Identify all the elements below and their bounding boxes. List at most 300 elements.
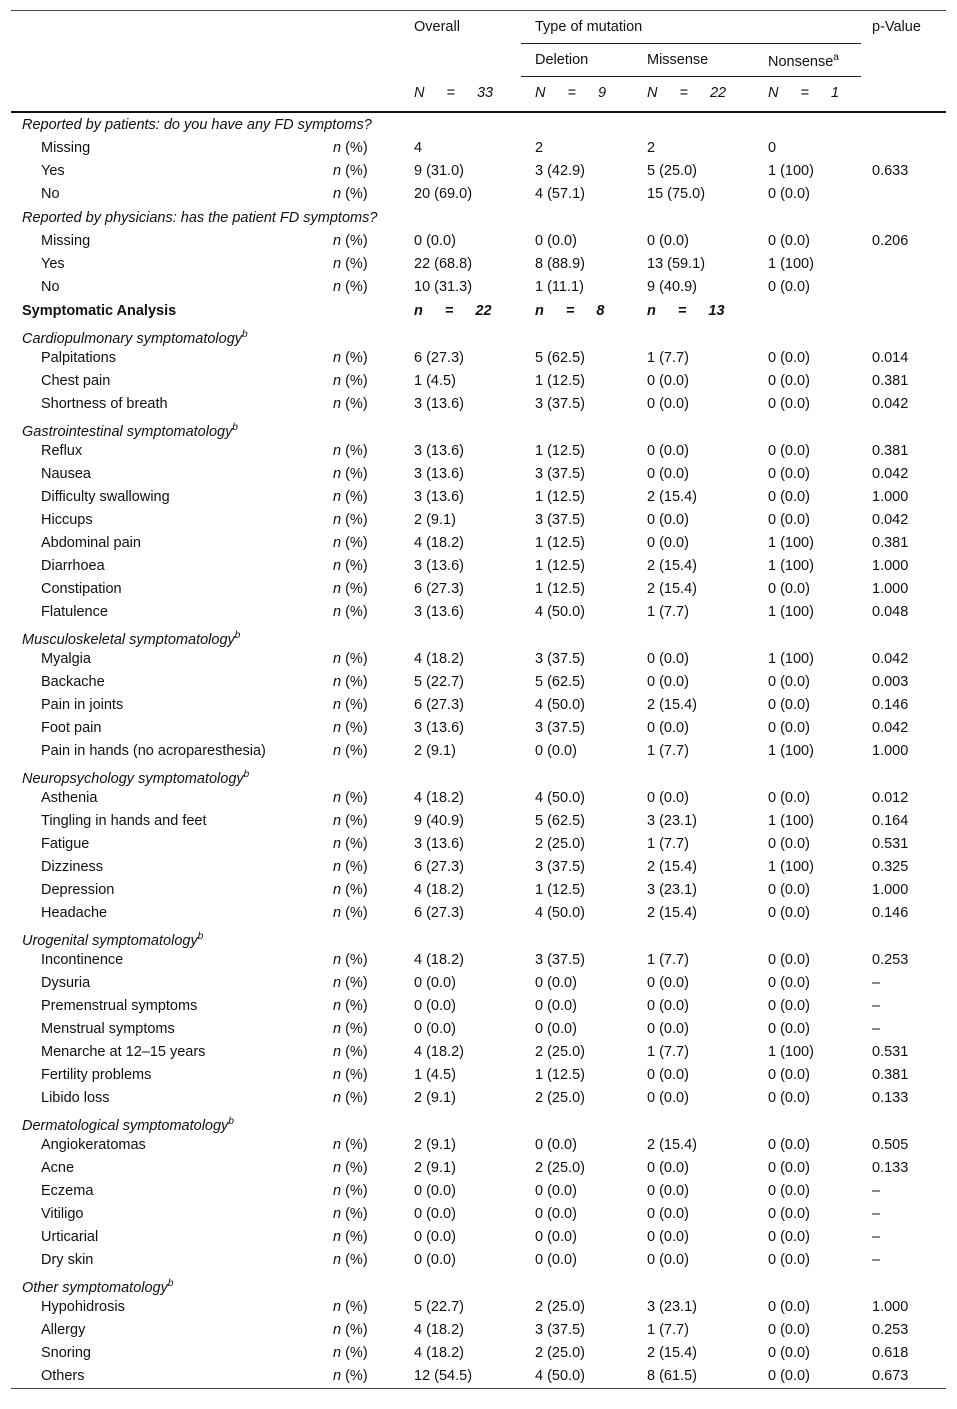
- table-cell: 0.042: [872, 651, 909, 667]
- table-row: [11, 230, 946, 253]
- unit-label: n (%): [333, 651, 368, 667]
- table-row: [11, 183, 946, 206]
- table-cell: 0 (0.0): [768, 186, 810, 202]
- table-cell: 2 (25.0): [535, 1160, 585, 1176]
- row-label: Palpitations: [41, 350, 116, 366]
- unit-label: n (%): [333, 489, 368, 505]
- table-cell: 4: [414, 140, 423, 156]
- row-label: Constipation: [41, 581, 122, 597]
- table-cell: 20 (69.0): [414, 186, 473, 202]
- table-cell: 0 (0.0): [414, 1183, 456, 1199]
- table-cell: 2 (25.0): [535, 1345, 585, 1361]
- table-cell: 3 (13.6): [414, 720, 464, 736]
- table-cell: 2 (25.0): [535, 1299, 585, 1315]
- table-cell: 0.003: [872, 674, 909, 690]
- unit-label: n (%): [333, 790, 368, 806]
- row-label: Dry skin: [41, 1252, 94, 1268]
- table-cell: 0 (0.0): [414, 1252, 456, 1268]
- table-cell: 3 (23.1): [647, 1299, 697, 1315]
- table-cell: 0 (0.0): [647, 1183, 689, 1199]
- unit-label: n (%): [333, 813, 368, 829]
- table-cell: 0.048: [872, 604, 909, 620]
- table-cell: 0 (0.0): [647, 720, 689, 736]
- section-heading: Musculoskeletal symptomatology$^b$: [22, 630, 241, 648]
- row-label: Allergy: [41, 1322, 86, 1338]
- table-cell: 0 (0.0): [768, 443, 810, 459]
- table-cell: 1 (12.5): [535, 1067, 585, 1083]
- row-label: Yes: [41, 256, 65, 272]
- unit-label: n (%): [333, 720, 368, 736]
- table-cell: 0.618: [872, 1345, 909, 1361]
- table-cell: 1 (12.5): [535, 373, 585, 389]
- table-cell: 0 (0.0): [414, 1229, 456, 1245]
- table-row: [11, 694, 946, 717]
- table-row: [11, 671, 946, 694]
- row-label: Abdominal pain: [41, 535, 141, 551]
- table-cell: 3 (37.5): [535, 859, 585, 875]
- table-row: [11, 879, 946, 902]
- table-cell: 1 (12.5): [535, 535, 585, 551]
- row-label: Hiccups: [41, 512, 93, 528]
- table-cell: 5 (62.5): [535, 813, 585, 829]
- unit-label: n (%): [333, 1044, 368, 1060]
- table-cell: 1 (12.5): [535, 882, 585, 898]
- row-label: Foot pain: [41, 720, 102, 736]
- table-cell: 2 (25.0): [535, 836, 585, 852]
- table-cell: 2 (15.4): [647, 1345, 697, 1361]
- table-cell: 0.381: [872, 373, 909, 389]
- row-label: Incontinence: [41, 952, 124, 968]
- table-cell: 3 (13.6): [414, 443, 464, 459]
- table-cell: 0.133: [872, 1160, 909, 1176]
- row-label: Depression: [41, 882, 115, 898]
- table-cell: 9 (40.9): [414, 813, 464, 829]
- row-label: Urticarial: [41, 1229, 99, 1245]
- table-cell: –: [872, 998, 881, 1014]
- row-label: Premenstrual symptoms: [41, 998, 198, 1014]
- row-label: Libido loss: [41, 1090, 110, 1106]
- table-cell: 2 (9.1): [414, 1090, 456, 1106]
- row-label: Myalgia: [41, 651, 91, 667]
- unit-label: n (%): [333, 1090, 368, 1106]
- table-cell: 0 (0.0): [768, 1160, 810, 1176]
- table-cell: 9 (31.0): [414, 163, 464, 179]
- symptomatic-n-missense: n = 13: [647, 303, 725, 319]
- row-label: Acne: [41, 1160, 75, 1176]
- unit-label: n (%): [333, 558, 368, 574]
- table-cell: 6 (27.3): [414, 905, 464, 921]
- table-row: [11, 1157, 946, 1180]
- table-cell: 4 (50.0): [535, 905, 585, 921]
- section-heading: Reported by physicians: has the patient FD symptoms?: [22, 210, 378, 226]
- table-row: [11, 347, 946, 370]
- table-cell: 6 (27.3): [414, 350, 464, 366]
- table-cell: 2 (25.0): [535, 1044, 585, 1060]
- table-cell: 0 (0.0): [768, 836, 810, 852]
- table-cell: 0 (0.0): [535, 1229, 577, 1245]
- table-row: [11, 856, 946, 879]
- table-row: [11, 787, 946, 810]
- unit-label: n (%): [333, 952, 368, 968]
- table-row: [11, 1064, 946, 1087]
- table-cell: 2 (15.4): [647, 697, 697, 713]
- table-cell: 0.381: [872, 1067, 909, 1083]
- table-row: [11, 740, 946, 763]
- table-cell: 0 (0.0): [768, 1090, 810, 1106]
- table-cell: –: [872, 975, 881, 991]
- table-cell: 0.381: [872, 443, 909, 459]
- table-cell: 3 (37.5): [535, 720, 585, 736]
- table-cell: 0 (0.0): [768, 396, 810, 412]
- table-cell: 1 (7.7): [647, 952, 689, 968]
- table-cell: 0.633: [872, 163, 909, 179]
- row-label: Reflux: [41, 443, 83, 459]
- table-cell: 3 (13.6): [414, 836, 464, 852]
- table-cell: 2 (15.4): [647, 859, 697, 875]
- table-cell: 0.133: [872, 1090, 909, 1106]
- table-cell: 0 (0.0): [414, 1206, 456, 1222]
- row-label: Hypohidrosis: [41, 1299, 125, 1315]
- table-cell: 2 (15.4): [647, 558, 697, 574]
- table-cell: 4 (18.2): [414, 1322, 464, 1338]
- unit-label: n (%): [333, 1229, 368, 1245]
- table-cell: 1 (100): [768, 1044, 814, 1060]
- row-label: Chest pain: [41, 373, 111, 389]
- unit-label: n (%): [333, 743, 368, 759]
- table-row: [11, 393, 946, 416]
- table-cell: 0 (0.0): [535, 1021, 577, 1037]
- table-cell: 0.253: [872, 1322, 909, 1338]
- symptomatic-label: Symptomatic Analysis: [22, 303, 177, 319]
- table-cell: 4 (18.2): [414, 952, 464, 968]
- row-label: Yes: [41, 163, 65, 179]
- table-cell: 0 (0.0): [647, 233, 689, 249]
- table-cell: 0 (0.0): [768, 1299, 810, 1315]
- table-cell: 0 (0.0): [535, 975, 577, 991]
- table-cell: 1 (100): [768, 558, 814, 574]
- table-cell: 1 (4.5): [414, 1067, 456, 1083]
- table-cell: 3 (42.9): [535, 163, 585, 179]
- table-cell: 2 (15.4): [647, 1137, 697, 1153]
- header-p-value: p-Value: [872, 19, 921, 35]
- section-heading: Neuropsychology symptomatology$^b$: [22, 769, 250, 787]
- table-cell: 2: [647, 140, 656, 156]
- table-cell: 3 (23.1): [647, 813, 697, 829]
- unit-label: n (%): [333, 1345, 368, 1361]
- table-row: [11, 1180, 946, 1203]
- table-cell: 0 (0.0): [647, 1160, 689, 1176]
- unit-label: n (%): [333, 1067, 368, 1083]
- row-label: Fertility problems: [41, 1067, 152, 1083]
- table-cell: 0 (0.0): [535, 998, 577, 1014]
- table-cell: 0.042: [872, 512, 909, 528]
- table-cell: 0 (0.0): [768, 1229, 810, 1245]
- table-cell: 0.012: [872, 790, 909, 806]
- table-cell: 10 (31.3): [414, 279, 473, 295]
- table-cell: 0 (0.0): [768, 1137, 810, 1153]
- unit-label: n (%): [333, 466, 368, 482]
- table-cell: 4 (18.2): [414, 790, 464, 806]
- unit-label: n (%): [333, 975, 368, 991]
- table-cell: –: [872, 1206, 881, 1222]
- table-cell: 4 (18.2): [414, 1345, 464, 1361]
- table-row: [11, 1134, 946, 1157]
- table-cell: 12 (54.5): [414, 1368, 473, 1384]
- unit-label: n (%): [333, 535, 368, 551]
- header-n-nonsense: N = 1: [768, 85, 840, 101]
- table-cell: 4 (18.2): [414, 651, 464, 667]
- table-cell: 0.014: [872, 350, 909, 366]
- row-label: Headache: [41, 905, 108, 921]
- table-cell: 0 (0.0): [768, 1252, 810, 1268]
- table-row: [11, 463, 946, 486]
- table-row: [11, 253, 946, 276]
- table-cell: 0 (0.0): [768, 279, 810, 295]
- table-cell: 0 (0.0): [647, 674, 689, 690]
- unit-label: n (%): [333, 859, 368, 875]
- table-cell: 0.206: [872, 233, 909, 249]
- table-cell: 0 (0.0): [647, 998, 689, 1014]
- unit-label: n (%): [333, 1183, 368, 1199]
- table-cell: 6 (27.3): [414, 859, 464, 875]
- row-label: Nausea: [41, 466, 91, 482]
- table-cell: 0.042: [872, 720, 909, 736]
- table-cell: 4 (18.2): [414, 535, 464, 551]
- row-label: No: [41, 279, 60, 295]
- section-heading: Urogenital symptomatology$^b$: [22, 931, 204, 949]
- table-cell: 5 (22.7): [414, 674, 464, 690]
- unit-label: n (%): [333, 1137, 368, 1153]
- table-cell: 5 (62.5): [535, 674, 585, 690]
- table-cell: 0 (0.0): [768, 233, 810, 249]
- table-cell: 0 (0.0): [414, 1021, 456, 1037]
- table-row: [11, 1041, 946, 1064]
- table-cell: 4 (57.1): [535, 186, 585, 202]
- table-cell: 2 (15.4): [647, 905, 697, 921]
- header-nonsense: Nonsense$^a$: [768, 52, 839, 70]
- table-cell: 0.531: [872, 1044, 909, 1060]
- header-deletion: Deletion: [535, 52, 589, 68]
- unit-label: n (%): [333, 836, 368, 852]
- table-cell: 0 (0.0): [647, 790, 689, 806]
- table-cell: 2 (15.4): [647, 581, 697, 597]
- table-cell: 0 (0.0): [768, 674, 810, 690]
- table-cell: 1 (12.5): [535, 558, 585, 574]
- header-subrule: [521, 43, 861, 44]
- table-cell: 0 (0.0): [768, 697, 810, 713]
- table-cell: 3 (13.6): [414, 558, 464, 574]
- table-cell: 4 (50.0): [535, 697, 585, 713]
- row-label: Dizziness: [41, 859, 104, 875]
- table-cell: 2 (9.1): [414, 1160, 456, 1176]
- table-cell: 2 (9.1): [414, 1137, 456, 1153]
- table-cell: 1 (12.5): [535, 489, 585, 505]
- unit-label: n (%): [333, 256, 368, 272]
- unit-label: n (%): [333, 512, 368, 528]
- table-cell: 4 (50.0): [535, 1368, 585, 1384]
- row-label: Menstrual symptoms: [41, 1021, 175, 1037]
- table-cell: 3 (37.5): [535, 396, 585, 412]
- unit-label: n (%): [333, 1368, 368, 1384]
- unit-label: n (%): [333, 350, 368, 366]
- row-label: Missing: [41, 233, 91, 249]
- table-header: [11, 11, 946, 113]
- table-cell: 1.000: [872, 581, 909, 597]
- table-row: [11, 949, 946, 972]
- unit-label: n (%): [333, 396, 368, 412]
- table-cell: 0 (0.0): [647, 1067, 689, 1083]
- section-heading: Gastrointestinal symptomatology$^b$: [22, 422, 238, 440]
- table-row: [11, 1087, 946, 1110]
- table-cell: 0.042: [872, 466, 909, 482]
- table-cell: 0 (0.0): [414, 975, 456, 991]
- table-cell: 0 (0.0): [414, 233, 456, 249]
- table-cell: 0 (0.0): [768, 581, 810, 597]
- table-cell: 4 (50.0): [535, 790, 585, 806]
- row-label: Others: [41, 1368, 85, 1384]
- table-cell: 1 (7.7): [647, 1044, 689, 1060]
- table-cell: 0 (0.0): [647, 373, 689, 389]
- table-cell: 0 (0.0): [768, 1021, 810, 1037]
- table-cell: 8 (61.5): [647, 1368, 697, 1384]
- table-cell: 0 (0.0): [768, 882, 810, 898]
- table-cell: 0 (0.0): [768, 952, 810, 968]
- table-row: [11, 440, 946, 463]
- table-cell: 0 (0.0): [535, 1206, 577, 1222]
- header-missense: Missense: [647, 52, 709, 68]
- unit-label: n (%): [333, 697, 368, 713]
- table-cell: 1 (7.7): [647, 604, 689, 620]
- table-cell: 1 (7.7): [647, 1322, 689, 1338]
- table-cell: 1.000: [872, 743, 909, 759]
- table-cell: 2 (25.0): [535, 1090, 585, 1106]
- table-cell: 0 (0.0): [647, 396, 689, 412]
- table-cell: 0 (0.0): [768, 905, 810, 921]
- table-row: [11, 1365, 946, 1388]
- header-n-overall: N = 33: [414, 85, 494, 101]
- row-label: Vitiligo: [41, 1206, 84, 1222]
- table-cell: 0 (0.0): [647, 1206, 689, 1222]
- header-type-of-mutation: Type of mutation: [535, 19, 643, 35]
- unit-label: n (%): [333, 233, 368, 249]
- table-cell: 3 (37.5): [535, 512, 585, 528]
- table-cell: 0 (0.0): [647, 535, 689, 551]
- table-row: [11, 555, 946, 578]
- table-cell: –: [872, 1021, 881, 1037]
- row-label: Pain in joints: [41, 697, 124, 713]
- table-cell: 0 (0.0): [768, 1322, 810, 1338]
- table-row: [11, 1296, 946, 1319]
- table-cell: 1 (100): [768, 604, 814, 620]
- table-cell: 3 (13.6): [414, 466, 464, 482]
- section-heading: Dermatological symptomatology$^b$: [22, 1116, 234, 1134]
- section-heading: Other symptomatology$^b$: [22, 1278, 174, 1296]
- table-row: [11, 1319, 946, 1342]
- table-cell: 0 (0.0): [768, 1067, 810, 1083]
- table-cell: 0.325: [872, 859, 909, 875]
- table-cell: 0.505: [872, 1137, 909, 1153]
- table-cell: 0 (0.0): [768, 1206, 810, 1222]
- results-table: [11, 10, 946, 1389]
- table-cell: 0 (0.0): [768, 466, 810, 482]
- table-cell: 1 (100): [768, 813, 814, 829]
- header-subrule-2: [521, 76, 861, 77]
- table-cell: 0.673: [872, 1368, 909, 1384]
- table-row: [11, 486, 946, 509]
- table-cell: 4 (18.2): [414, 1044, 464, 1060]
- table-cell: 1 (100): [768, 535, 814, 551]
- table-cell: 1 (12.5): [535, 581, 585, 597]
- table-cell: 3 (37.5): [535, 1322, 585, 1338]
- table-cell: 0.146: [872, 697, 909, 713]
- row-label: Flatulence: [41, 604, 108, 620]
- table-cell: 3 (13.6): [414, 604, 464, 620]
- unit-label: n (%): [333, 882, 368, 898]
- table-row: [11, 137, 946, 160]
- table-row: [11, 902, 946, 925]
- table-cell: 1.000: [872, 1299, 909, 1315]
- table-cell: 1 (100): [768, 859, 814, 875]
- unit-label: n (%): [333, 163, 368, 179]
- table-row: [11, 1203, 946, 1226]
- table-row: [11, 833, 946, 856]
- unit-label: n (%): [333, 1021, 368, 1037]
- table-cell: 1 (100): [768, 743, 814, 759]
- unit-label: n (%): [333, 581, 368, 597]
- table-row: [11, 1249, 946, 1272]
- table-cell: 0 (0.0): [768, 350, 810, 366]
- unit-label: n (%): [333, 1322, 368, 1338]
- table-row: [11, 810, 946, 833]
- table-cell: –: [872, 1252, 881, 1268]
- unit-label: n (%): [333, 443, 368, 459]
- table-cell: 2 (15.4): [647, 489, 697, 505]
- unit-label: n (%): [333, 279, 368, 295]
- unit-label: n (%): [333, 1299, 368, 1315]
- table-cell: 0.381: [872, 535, 909, 551]
- table-row: [11, 601, 946, 624]
- table-cell: 3 (37.5): [535, 466, 585, 482]
- table-cell: 3 (13.6): [414, 489, 464, 505]
- unit-label: n (%): [333, 1252, 368, 1268]
- table-cell: 5 (25.0): [647, 163, 697, 179]
- row-label: Asthenia: [41, 790, 98, 806]
- unit-label: n (%): [333, 140, 368, 156]
- table-cell: 1.000: [872, 882, 909, 898]
- header-overall: Overall: [414, 19, 460, 35]
- row-label: Eczema: [41, 1183, 94, 1199]
- table-cell: 0 (0.0): [647, 1021, 689, 1037]
- table-cell: 13 (59.1): [647, 256, 706, 272]
- table-cell: 1 (100): [768, 651, 814, 667]
- table-cell: 0: [768, 140, 777, 156]
- table-cell: 0 (0.0): [535, 1252, 577, 1268]
- table-cell: 0 (0.0): [647, 512, 689, 528]
- unit-label: n (%): [333, 1160, 368, 1176]
- table-cell: 1 (100): [768, 163, 814, 179]
- table-cell: 0 (0.0): [414, 998, 456, 1014]
- table-cell: 0 (0.0): [768, 1368, 810, 1384]
- table-cell: 0.042: [872, 396, 909, 412]
- table-cell: 15 (75.0): [647, 186, 706, 202]
- table-cell: 6 (27.3): [414, 581, 464, 597]
- table-cell: 0 (0.0): [768, 1345, 810, 1361]
- table-cell: 0 (0.0): [768, 790, 810, 806]
- row-label: Snoring: [41, 1345, 91, 1361]
- symptomatic-n-overall: n = 22: [414, 303, 492, 319]
- table-cell: 0 (0.0): [768, 489, 810, 505]
- table-cell: 1 (4.5): [414, 373, 456, 389]
